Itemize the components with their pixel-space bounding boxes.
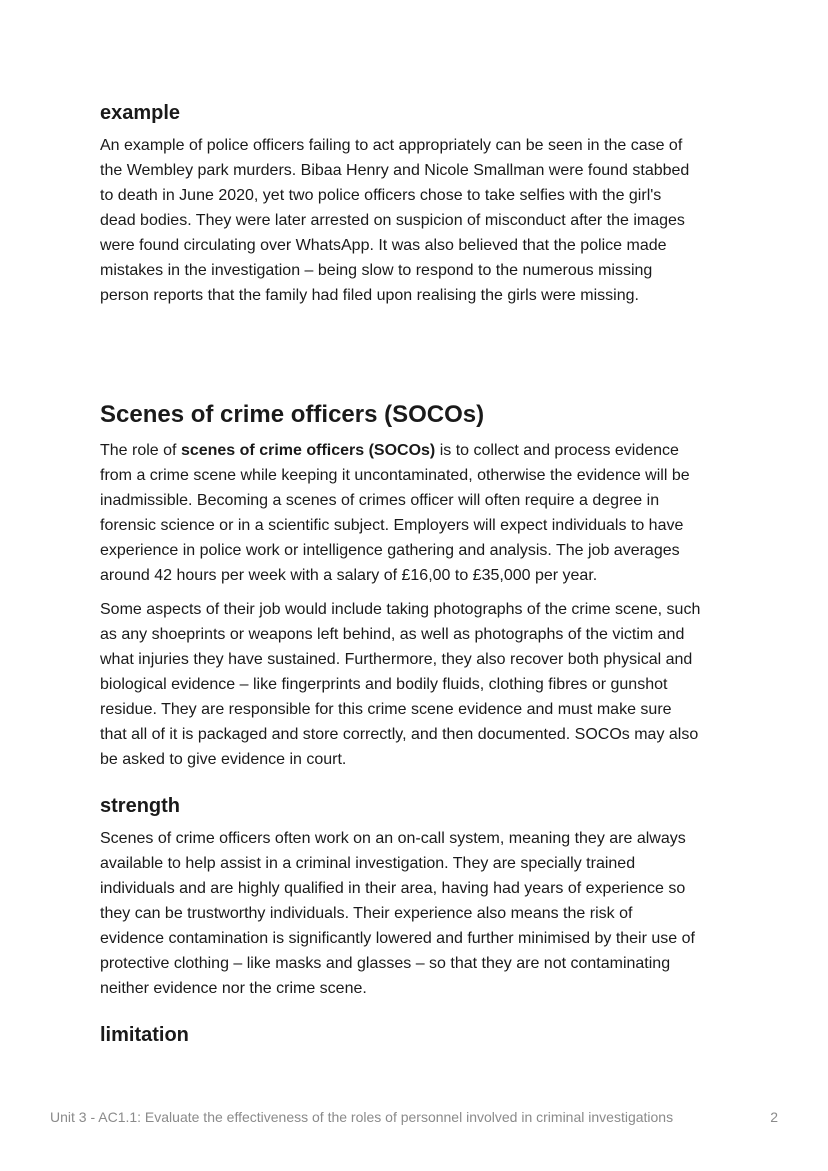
- soco-paragraph-1: [100, 438, 740, 588]
- text-line: protective clothing – like masks and glasses – so that they are not contaminating: [100, 955, 671, 972]
- text-line: biological evidence – like fingerprints and bodily fluids, clothing fibres or gunshot: [100, 676, 668, 693]
- text-line: that all of it is packaged and store correctly, and then documented. SOCOs may also: [100, 726, 699, 743]
- text-line: Some aspects of their job would include taking photographs of the crime scene, such: [100, 601, 701, 618]
- text-line: from a crime scene while keeping it uncontaminated, otherwise the evidence will be: [100, 467, 690, 484]
- text-line: individuals and are highly qualified in their area, having had years of experience so: [100, 880, 686, 897]
- footer-text: Unit 3 - AC1.1: Evaluate the effectiveness of the roles of personnel involved in criminal investigations: [50, 1109, 674, 1125]
- text-line: were found circulating over WhatsApp. It was also believed that the police made: [100, 237, 667, 254]
- text-line: evidence contamination is significantly lowered and further minimised by their use of: [100, 930, 695, 947]
- text-line: available to help assist in a criminal investigation. They are specially trained: [100, 855, 636, 872]
- text-line: be asked to give evidence in court.: [100, 751, 347, 768]
- soco-paragraph-2: [100, 597, 740, 772]
- example-heading: example: [100, 102, 181, 124]
- text-line: to death in June 2020, yet two police officers chose to take selfies with the girl's: [100, 187, 662, 204]
- text-line: inadmissible. Becoming a scenes of crimes officer will often require a degree in: [100, 492, 660, 509]
- text-line: mistakes in the investigation – being slow to respond to the numerous missing: [100, 262, 653, 279]
- text-line: An example of police officers failing to act appropriately can be seen in the case of: [100, 137, 683, 154]
- page-footer: [50, 1109, 778, 1125]
- page-number: 2: [770, 1109, 778, 1125]
- text-line: person reports that the family had filed upon realising the girls were missing.: [100, 287, 639, 304]
- text-line: what injuries they have sustained. Furthermore, they also recover both physical and: [100, 651, 693, 668]
- text-line: around 42 hours per week with a salary of £16,00 to £35,000 per year.: [100, 567, 598, 584]
- text-line: forensic science or in a scientific subject. Employers will expect individuals to have: [100, 517, 684, 534]
- strength-heading: strength: [100, 795, 180, 817]
- text-line: [100, 438, 740, 463]
- soco-section-title: Scenes of crime officers (SOCOs): [100, 401, 485, 428]
- text-line: Scenes of crime officers often work on an on-call system, meaning they are always: [100, 830, 686, 847]
- text-line: they can be trustworthy individuals. Their experience also means the risk of: [100, 905, 633, 922]
- text-line: experience in police work or intelligence gathering and analysis. The job averages: [100, 542, 680, 559]
- text-line: the Wembley park murders. Bibaa Henry and Nicole Smallman were found stabbed: [100, 162, 690, 179]
- text-run: is to collect and process evidence: [435, 442, 679, 459]
- limitation-heading: limitation: [100, 1024, 189, 1046]
- strength-paragraph: [100, 826, 740, 1001]
- example-paragraph: [100, 133, 740, 308]
- text-line: dead bodies. They were later arrested on suspicion of misconduct after the images: [100, 212, 685, 229]
- bold-term: scenes of crime officers (SOCOs): [180, 442, 436, 459]
- text-line: as any shoeprints or weapons left behind, as well as photographs of the victim and: [100, 626, 685, 643]
- text-line: residue. They are responsible for this crime scene evidence and must make sure: [100, 701, 672, 718]
- text-line: neither evidence nor the crime scene.: [100, 980, 367, 997]
- text-run: The role of: [100, 442, 181, 459]
